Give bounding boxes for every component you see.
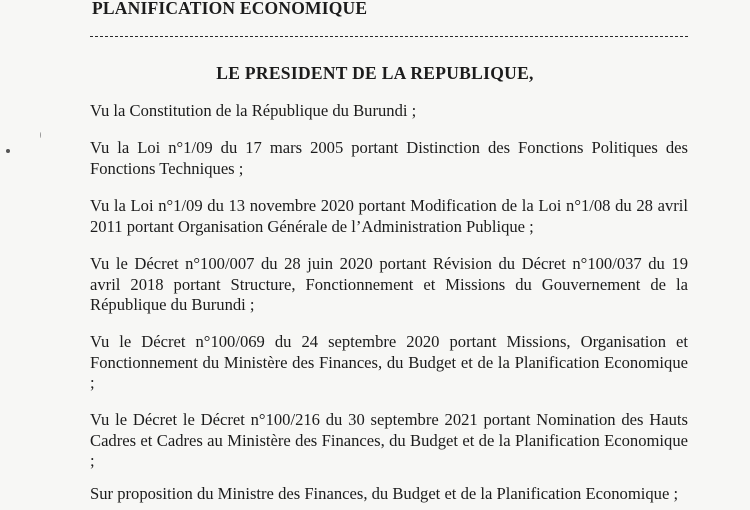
paragraph-loi-2020: Vu la Loi n°1/09 du 13 novembre 2020 portant Modification de la Loi n°1/08 du 28 avril 2011 portant Organisation Générale de l’Administration Publique ;: [90, 196, 688, 236]
scan-speck: [6, 149, 10, 153]
scan-speck: [40, 132, 41, 138]
paragraph-proposition: Sur proposition du Ministre des Finances, du Budget et de la Planification Economique ;: [90, 484, 679, 503]
header-divider: [90, 36, 688, 37]
paragraph-constitution: Vu la Constitution de la République du Burundi ;: [90, 101, 417, 120]
paragraph-decret-216: Vu le Décret le Décret n°100/216 du 30 septembre 2021 portant Nomination des Hauts Cadres et Cadres au Ministère des Finances, du Budget et de la Planification Economique ;: [90, 410, 688, 470]
document-heading: LE PRESIDENT DE LA REPUBLIQUE,: [216, 63, 534, 83]
paragraph-decret-007: Vu le Décret n°100/007 du 28 juin 2020 portant Révision du Décret n°100/037 du 19 avril 2018 portant Structure, Fonctionnement et Missions du Gouvernement de la République du Burundi ;: [90, 254, 688, 314]
paragraph-decret-069: Vu le Décret n°100/069 du 24 septembre 2020 portant Missions, Organisation et Fonctionnement du Ministère des Finances, du Budget et de la Planification Economique ;: [90, 332, 688, 392]
header-title: PLANIFICATION ECONOMIQUE: [92, 0, 368, 18]
paragraph-loi-2005: Vu la Loi n°1/09 du 17 mars 2005 portant Distinction des Fonctions Politiques des Fonctions Techniques ;: [90, 138, 688, 178]
